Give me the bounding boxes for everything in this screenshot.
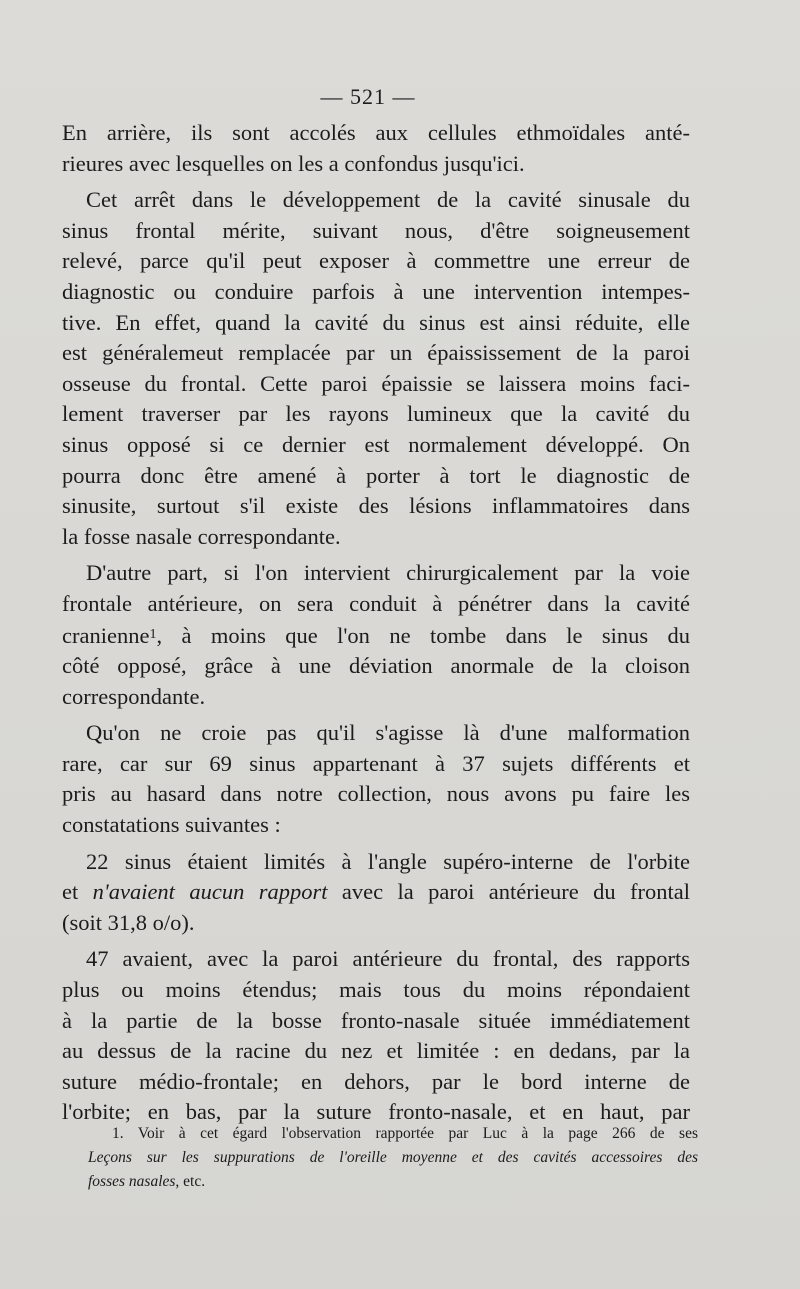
text-line <box>62 877 690 908</box>
text-line: sinus frontal mérite, suivant nous, d'être soigneusement <box>62 217 690 243</box>
text-line: sinusite, surtout s'il existe des lésions inflammatoires dans <box>62 493 690 519</box>
text-line: suture médio-frontale; en dehors, par le bord interne de <box>62 1068 690 1094</box>
footnote <box>88 1122 698 1194</box>
text-fragment: avec la paroi antérieure du frontal <box>327 879 690 905</box>
text-line: sinus opposé si ce dernier est normalement développé. On <box>62 431 690 457</box>
text-fragment: , etc. <box>175 1173 206 1190</box>
text-line: à la partie de la bosse fronto-nasale située immédiatement <box>62 1007 690 1033</box>
text-line: correspondante. <box>62 683 206 709</box>
paragraph <box>62 847 690 939</box>
paragraph <box>62 185 690 552</box>
text-line: côté opposé, grâce à une déviation anormale de la cloison <box>62 653 690 679</box>
text-line: osseuse du frontal. Cette paroi épaissie se laissera moins faci- <box>62 370 690 396</box>
text-line: au dessus de la racine du nez et limitée : en dedans, par la <box>62 1038 690 1064</box>
footnote-line <box>88 1170 698 1194</box>
text-line: est généralemeut remplacée par un épaississement de la paroi <box>62 340 690 366</box>
text-line: lement traverser par les rayons lumineux que la cavité du <box>62 401 690 427</box>
text-line: tive. En effet, quand la cavité du sinus est ainsi réduite, elle <box>62 309 690 335</box>
text-line: pourra donc être amené à porter à tort le diagnostic de <box>62 462 690 488</box>
text-line <box>62 620 690 652</box>
text-line: D'autre part, si l'on intervient chirurgicalement par la voie <box>86 560 690 586</box>
text-line: rare, car sur 69 sinus appartenant à 37 sujets différents et <box>62 750 690 776</box>
text-line: constatations suivantes : <box>62 812 281 838</box>
paragraph <box>62 118 690 179</box>
text-line: frontale antérieure, on sera conduit à pénétrer dans la cavité <box>62 590 690 616</box>
text-line: relevé, parce qu'il peut exposer à commettre une erreur de <box>62 248 690 274</box>
page-body <box>62 118 690 1128</box>
text-line: En arrière, ils sont accolés aux cellules ethmoïdales anté- <box>62 120 690 145</box>
text-line: Qu'on ne croie pas qu'il s'agisse là d'une malformation <box>86 720 690 746</box>
emphasis-text: fosses nasales <box>88 1173 176 1190</box>
page-number: — 521 — <box>320 84 416 109</box>
emphasis-text: Leçons sur les suppurations de l'oreille moyenne et des cavités accessoires des <box>88 1149 698 1166</box>
text-line: rieures avec lesquelles on les a confondus jusqu'ici. <box>62 150 525 176</box>
paragraph <box>62 718 690 840</box>
text-line: Cet arrêt dans le développement de la cavité sinusale du <box>86 187 690 213</box>
text-line: l'orbite; en bas, par la suture fronto-nasale, et en haut, par <box>62 1099 690 1125</box>
text-line: (soit 31,8 o/o). <box>62 909 195 935</box>
text-fragment: , à moins que l'on ne tombe dans le sinus du <box>156 622 690 648</box>
text-fragment: et <box>62 879 93 905</box>
emphasis-text: n'avaient aucun rapport <box>92 879 328 905</box>
paragraph <box>62 944 690 1128</box>
text-line: plus ou moins étendus; mais tous du moins répondaient <box>62 977 690 1003</box>
footnote-line <box>88 1146 698 1170</box>
text-line: diagnostic ou conduire parfois à une intervention intempes- <box>62 278 690 304</box>
text-line: 22 sinus étaient limités à l'angle supéro-interne de l'orbite <box>86 848 690 874</box>
text-line: pris au hasard dans notre collection, nous avons pu faire les <box>62 781 690 807</box>
text-line: la fosse nasale correspondante. <box>62 523 341 549</box>
text-fragment: cranienne <box>62 622 150 648</box>
footnote-marker: 1 <box>149 626 157 642</box>
paragraph <box>62 558 690 712</box>
footnote-line: 1. Voir à cet égard l'observation rapportée par Luc à la page 266 de ses <box>112 1125 698 1142</box>
text-line: 47 avaient, avec la paroi antérieure du frontal, des rapports <box>86 946 690 972</box>
